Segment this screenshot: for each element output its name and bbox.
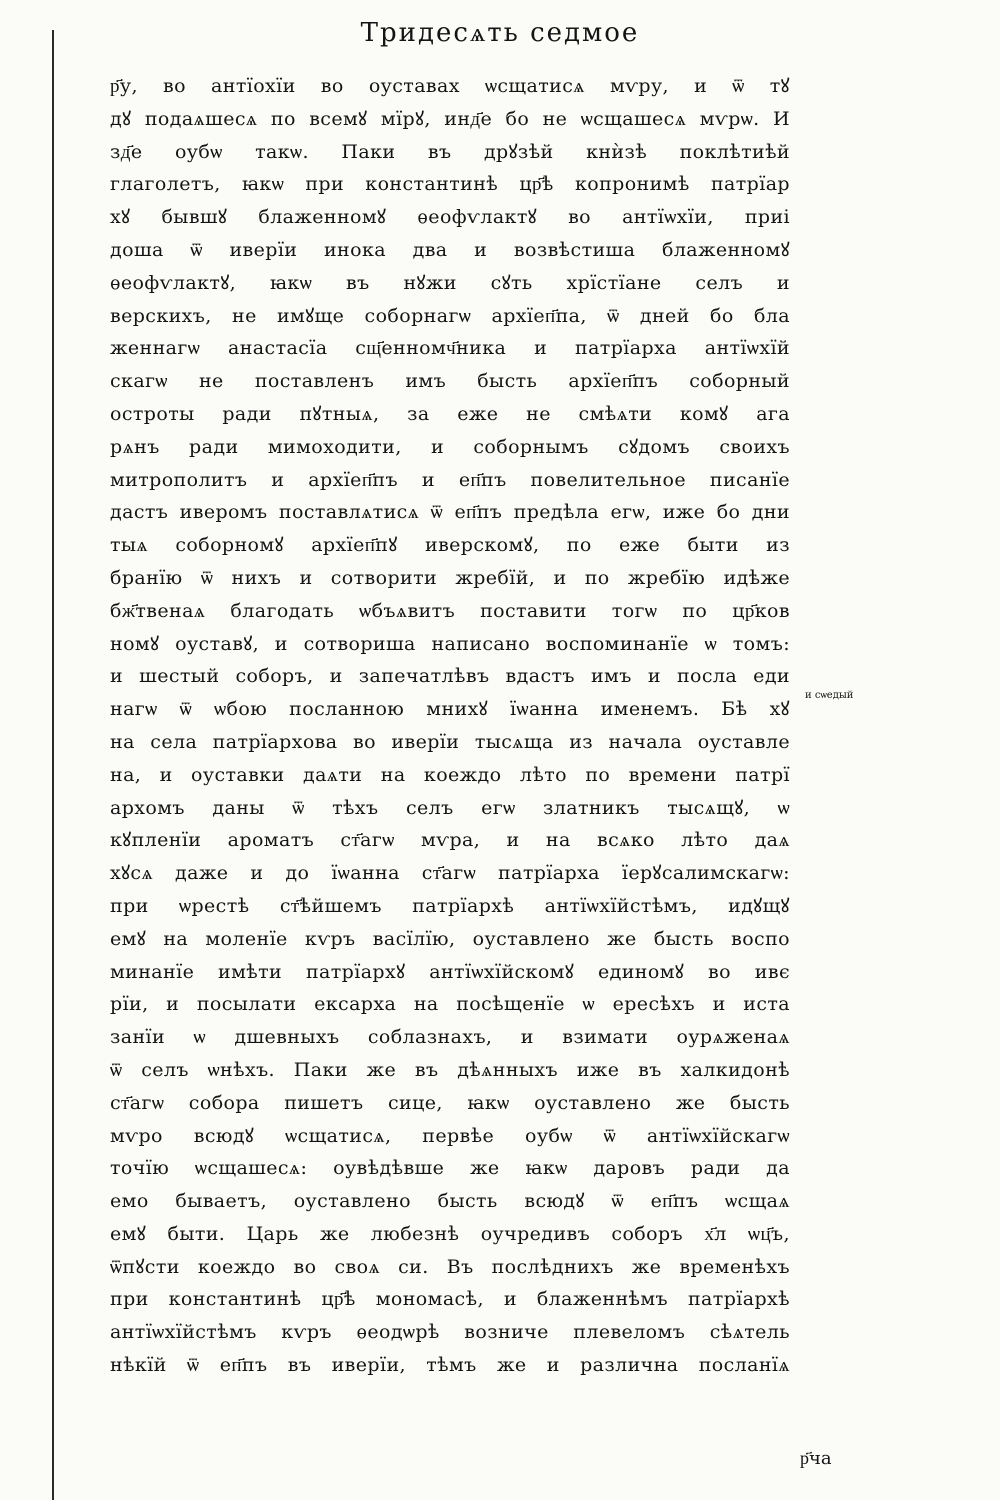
text-line: на, и оуставки даѧти на коеждо лѣто по времени патрї [110,763,790,786]
text-block [110,70,790,1382]
text-line: хꙋсѧ даже и до їѡанна ст҃агѡ патрїарха їерꙋсалимскагѡ: [110,862,790,885]
text-line: скагѡ не поставленъ имъ бысть архїеп҃пъ соборный [110,370,790,393]
folio-number: р҃ча [800,1448,832,1469]
text-line: митрополитъ и архїеп҃пъ и еп҃пъ повелительное писанїе [110,468,790,491]
text-line: антїѡхїйстѣмъ кѵръ ѳеодѡрѣ возниче плевеломъ сѣѧтель [110,1321,790,1344]
text-line: глаголетъ, ꙗкѡ при константинѣ цр҃ѣ копронимѣ патрїар [110,173,790,196]
text-line: на села патрїархова во иверїи тысѧща из начала оуставле [110,730,790,753]
text-line: р҃у, во антїохїи во оуставах ѡсщатисѧ мѵру, и ѿ тꙋ [110,75,790,97]
text-line: точїю ѡсщашесѧ: оувѣдѣвше же ꙗкѡ даровъ ради да [110,1157,790,1180]
running-title: Тридесѧть седмое [360,18,640,48]
text-line: остроты ради пꙋтныѧ, за еже не смѣѧти комꙋ ага [110,402,790,425]
text-line: минанїе имѣти патрїархꙋ антїѡхїйскомꙋ единомꙋ во ивє [110,960,790,983]
text-line: кꙋпленїи ароматъ ст҃агѡ мѵра, и на всѧко лѣто даѧ [110,829,790,852]
text-line: дастъ иверомъ поставлѧтисѧ ѿ еп҃пъ предѣла егѡ, иже бо дни [110,501,790,524]
text-line: нѣкїй ѿ еп҃пъ въ иверїи, тѣмъ же и различна посланїѧ [110,1354,790,1377]
text-line: ѳеофѵлактꙋ, ꙗкѡ въ нꙋжи сꙋть хрїстїане селъ и [110,271,790,294]
text-line: емꙋ на моленїе кѵръ васїлїю, оуставлено же бысть воспо [110,927,790,950]
text-line: бранїю ѿ нихъ и сотворити жребїй, и по жребїю идѣже [110,566,790,589]
text-line: емо бываетъ, оуставлено бысть всюдꙋ ѿ еп҃пъ ѡсщаѧ [110,1190,790,1213]
text-line: ѿпꙋсти коеждо во своѧ си. Въ послѣднихъ же временѣхъ [110,1255,790,1278]
text-line: архомъ даны ѿ тѣхъ селъ егѡ златникъ тысѧщꙋ, ѡ [110,796,790,819]
text-line: при ѡрестѣ ст҃ѣйшемъ патрїархѣ антїѡхїйстѣмъ, идꙋщꙋ [110,894,790,917]
margin-note: и сѡедый [805,690,854,701]
text-line: мѵро всюдꙋ ѡсщатисѧ, первѣе оубѡ ѿ антїѡхїйскагѡ [110,1124,790,1147]
text-line: рїи, и посылати ексарха на посѣщенїе ѡ ересѣхъ и иста [110,993,790,1016]
text-line: ѿ селъ ѡнѣхъ. Паки же въ дѣѧнныхъ иже въ халкидонѣ [110,1058,790,1081]
text-line: женнагѡ анастасїа сщ҃енномч҃ника и патрїарха антїѡхїй [110,337,790,360]
text-line: при константинѣ цр҃ѣ мономасѣ, и блаженнѣмъ патрїархѣ [110,1288,790,1311]
page-border-rule [52,30,54,1500]
text-line: тыѧ соборномꙋ архїеп҃пꙋ иверскомꙋ, по еже быти из [110,534,790,557]
text-line: хꙋ бывшꙋ блаженномꙋ ѳеофѵлактꙋ во антїѡхїи, приі [110,206,790,229]
text-line: доша ѿ иверїи инока два и возвѣстиша блаженномꙋ [110,238,790,261]
text-line: емꙋ быти. Царь же любезнѣ оучредивъ соборъ х҃л ѡц҃ъ, [110,1222,790,1245]
text-line: и шестый соборъ, и запечатлѣвъ вдастъ имъ и посла еди [110,665,790,688]
text-line: занїи ѡ дшевныхъ соблазнахъ, и взимати оурѧженаѧ [110,1026,790,1049]
text-line: бж҃твенаѧ благодать ѡбъѧвитъ поставити тогѡ по цр҃ков [110,599,790,622]
text-line: дꙋ подаѧшесѧ по всемꙋ мїрꙋ, инд҃е бо не ѡсщашесѧ мѵрѡ. И [110,107,790,130]
text-line: рѧнъ ради мимоходити, и соборнымъ сꙋдомъ своихъ [110,435,790,458]
text-line: зд҃е оубѡ такѡ. Паки въ дрꙋзѣй кнѝзѣ поклѣтиѣй [110,140,790,163]
text-line: нагѡ ѿ ѡбою посланною мнихꙋ їѡанна именемъ. Бѣ хꙋ [110,698,790,721]
text-line: ст҃агѡ собора пишетъ сице, ꙗкѡ оуставлено же бысть [110,1091,790,1114]
text-line: номꙋ оуставꙋ, и сотвориша написано воспоминанїе ѡ томъ: [110,632,790,655]
text-line: верскихъ, не имꙋще соборнагѡ архїеп҃па, ѿ дней бо бла [110,304,790,327]
